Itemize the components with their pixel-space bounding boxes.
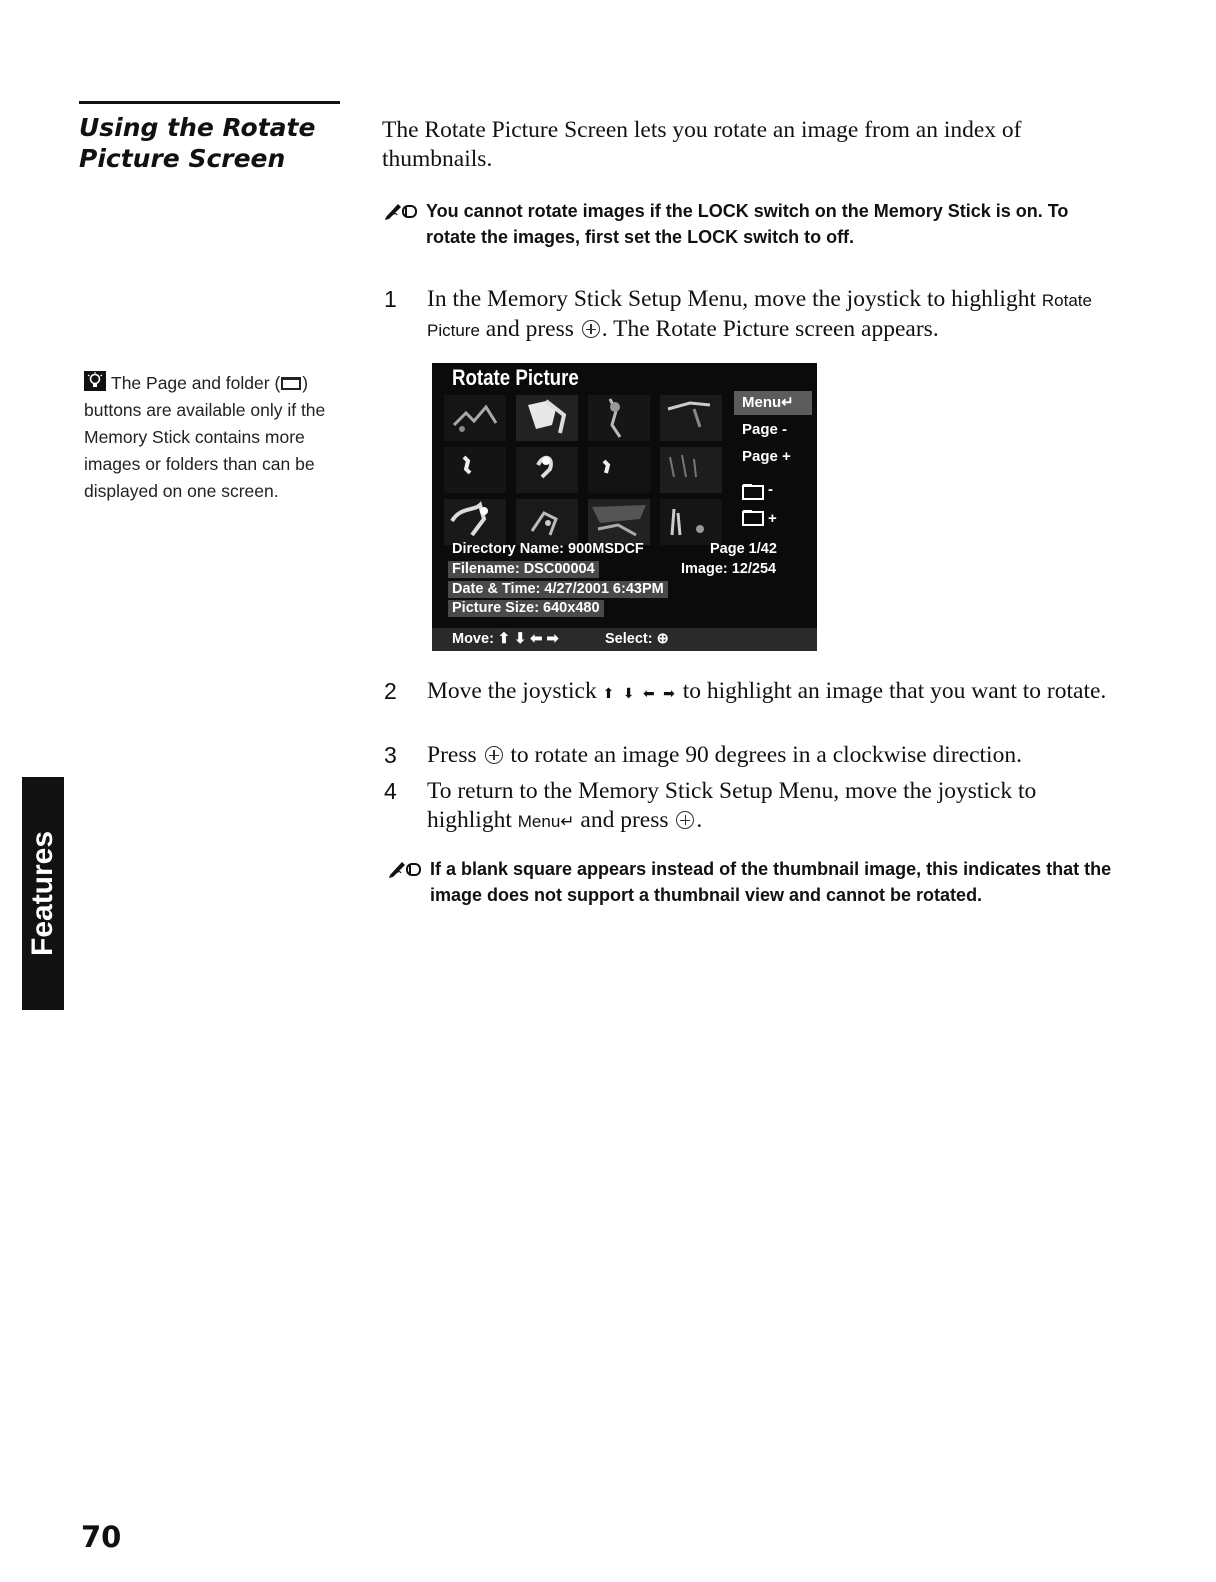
thumbnail-image[interactable] [660,395,722,441]
step-number: 3 [384,742,397,768]
page-minus-button[interactable]: Page - [742,421,788,438]
step-text: Move the joystick ⬆ ⬇ ⬅ ➡ to highlight an image that you want to rotate. [427,678,1107,704]
thumbnail-image[interactable] [516,447,578,493]
image-indicator: Image: 12/254 [681,561,777,577]
thumbnail-image[interactable] [588,499,650,545]
step-3 [384,741,1124,770]
folder-plus-label: + [768,510,777,527]
thumbnail-image[interactable] [660,499,722,545]
section-rule [79,101,340,104]
step-1 [384,285,1124,345]
thumbnail-image[interactable] [516,499,578,545]
thumbnail-image[interactable] [588,447,650,493]
directory-name: Directory Name: 900MSDCF [452,541,644,557]
thumbnail-image[interactable] [660,447,722,493]
step-2 [384,677,1124,709]
note-bottom [388,856,1123,908]
folder-plus-button[interactable] [742,509,778,531]
tip-lightbulb-icon [84,371,106,391]
thumbnail-image[interactable] [444,395,506,441]
step-text: In the Memory Stick Setup Menu, move the joystick to highlight Rotate Picture and press . The Rotate Picture screen appears. [427,286,1092,342]
screen-footer [432,628,817,651]
note-pencil-icon [388,858,422,878]
thumbnail-grid [444,395,734,545]
note-top [384,198,1119,250]
folder-icon [742,483,766,501]
step-number: 2 [384,678,397,704]
filename: Filename: DSC00004 [448,561,599,578]
tip-text-after: ) buttons are available only if the Memory Stick contains more images or folders than can be displayed on one screen. [84,373,326,501]
folder-minus-button[interactable] [742,483,778,505]
note-pencil-icon [384,200,418,220]
page-number: 70 [81,1520,122,1554]
page-indicator: Page 1/42 [710,541,777,557]
enter-button-icon [582,320,600,338]
tip-box [84,370,342,505]
thumbnail-image[interactable] [588,395,650,441]
enter-button-icon [485,746,503,764]
screen-title: Rotate Picture [452,365,579,390]
select-hint: Select: ⊕ [605,631,669,647]
return-icon: ↵ [560,812,575,831]
step-number: 1 [384,286,397,312]
chapter-side-tab [22,777,64,1010]
step-text: Press to rotate an image 90 degrees in a clockwise direction. [427,742,1022,768]
ui-label-rotate-picture: Rotate Picture [427,291,1092,340]
side-tab-label: Features [26,830,59,957]
move-hint: Move: ⬆ ⬇ ⬅ ➡ [452,631,559,647]
folder-icon [281,377,301,390]
step-4 [384,777,1124,836]
intro-paragraph: The Rotate Picture Screen lets you rotate an image from an index of thumbnails. [382,117,1022,172]
tip-text-before: The Page and folder ( [111,373,281,393]
menu-button[interactable]: Menu↵ [734,391,812,415]
enter-button-icon [676,811,694,829]
rotate-picture-screen [432,363,817,651]
date-time: Date & Time: 4/27/2001 6:43PM [448,581,668,598]
step-number: 4 [384,778,397,804]
step-text: To return to the Memory Stick Setup Menu, move the joystick to highlight Menu↵ and press . [427,778,1037,833]
page-plus-button[interactable]: Page + [742,448,791,465]
folder-minus-label: - [768,481,773,498]
thumbnail-image[interactable] [516,395,578,441]
section-title: Using the Rotate Picture Screen [79,113,316,173]
folder-icon [742,509,766,527]
picture-size: Picture Size: 640x480 [448,600,604,617]
note-bottom-text: If a blank square appears instead of the thumbnail image, this indicates that the image does not support a thumbnail view and cannot be rotated. [430,859,1112,905]
thumbnail-image[interactable] [444,499,506,545]
thumbnail-image[interactable] [444,447,506,493]
joystick-arrows-icon: ⬆ ⬇ ⬅ ➡ [602,686,677,702]
note-top-text: You cannot rotate images if the LOCK switch on the Memory Stick is on. To rotate the images, first set the LOCK switch to off. [426,201,1069,247]
ui-label-menu: Menu [517,812,561,831]
